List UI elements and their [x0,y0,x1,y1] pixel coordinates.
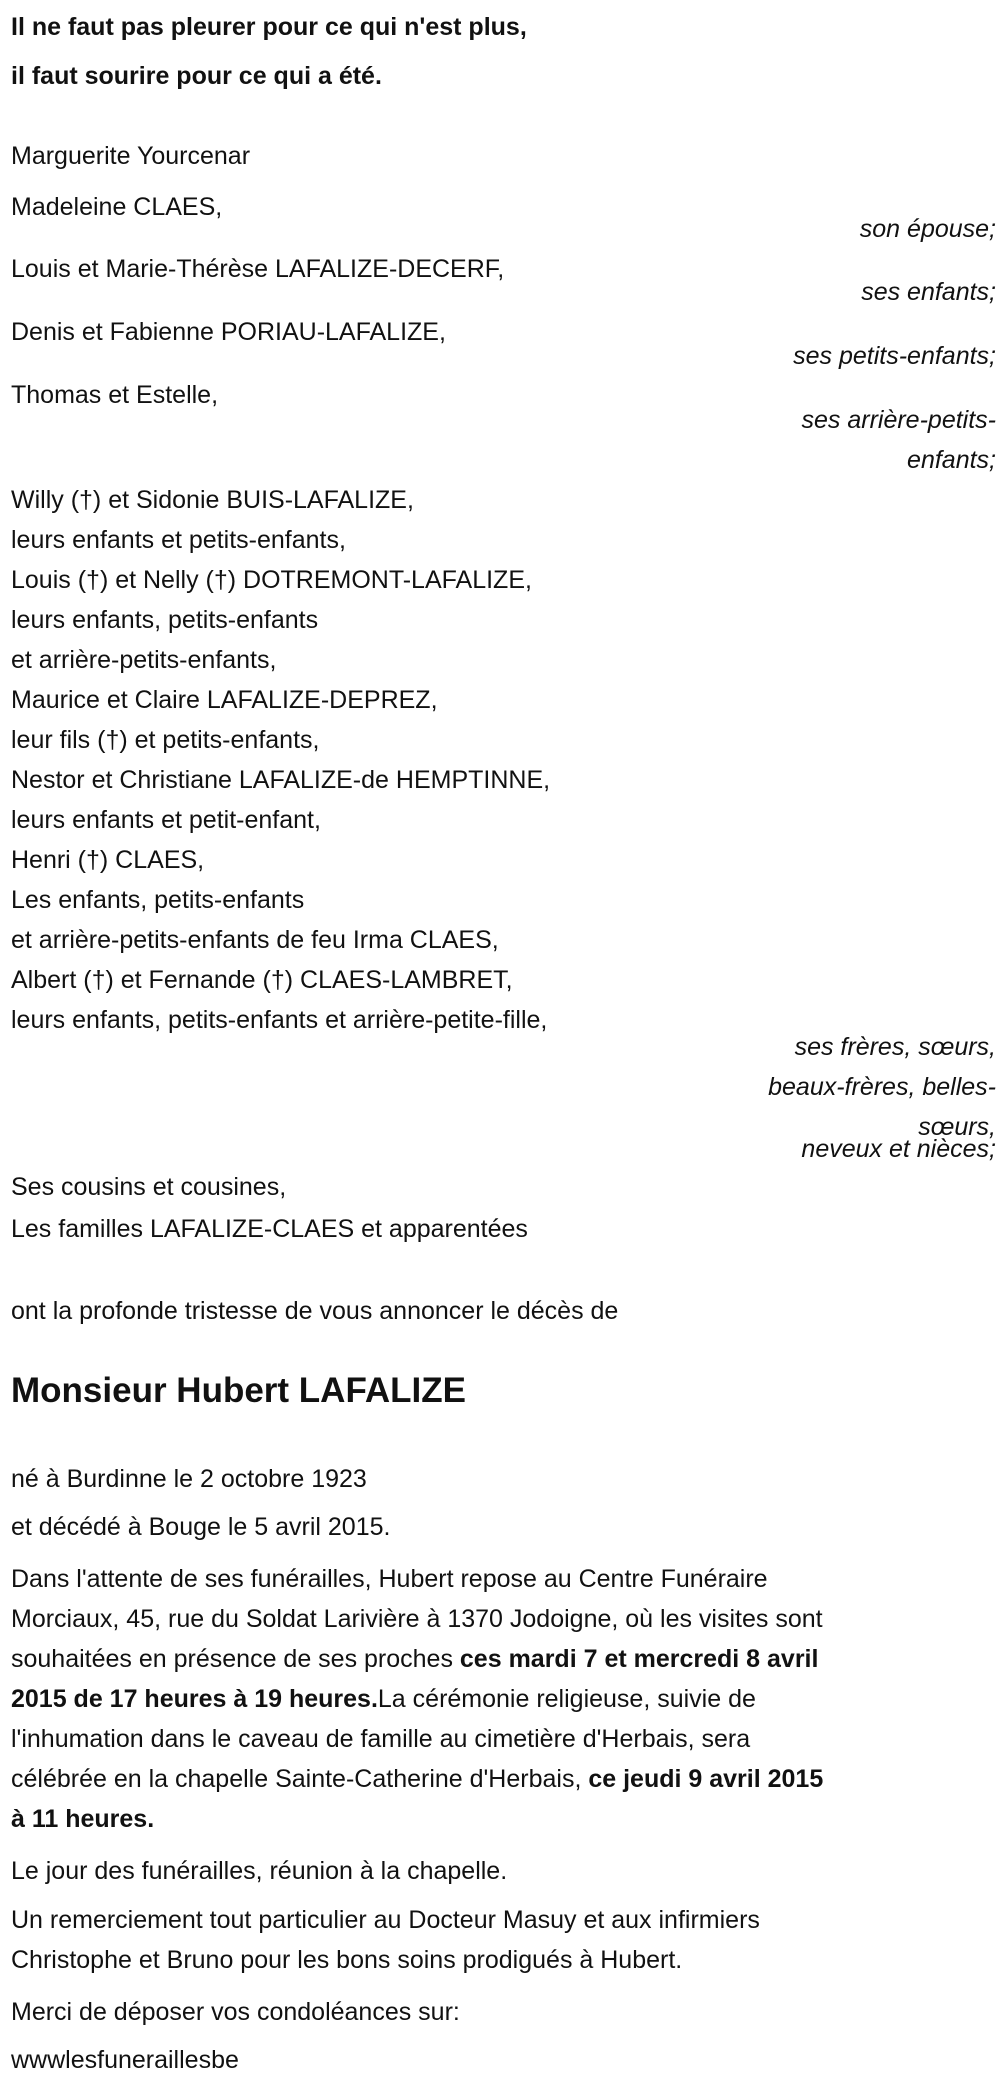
sibling-line: Louis (†) et Nelly (†) DOTREMONT-LAFALIZE, [11,566,532,594]
details-line [11,1639,818,1679]
quote-line-2: il faut sourire pour ce qui a été. [11,62,382,90]
details-line [11,1599,823,1639]
family-name: Thomas et Estelle, [11,381,219,409]
details-bold-text: à 11 heures. [11,1805,155,1833]
siblings-relation: sœurs, [918,1113,996,1141]
deceased-name: Monsieur Hubert LAFALIZE [11,1371,466,1410]
sibling-line: Nestor et Christiane LAFALIZE-de HEMPTINNE, [11,766,551,794]
family-name: Madeleine CLAES, [11,193,223,221]
sibling-line: Maurice et Claire LAFALIZE-DEPREZ, [11,686,438,714]
families: Les familles LAFALIZE-CLAES et apparentées [11,1215,528,1243]
meeting-info: Le jour des funérailles, réunion à la chapelle. [11,1857,508,1885]
details-text: l'inhumation dans le caveau de famille au cimetière d'Herbais, sera [11,1725,751,1753]
details-line [11,1719,750,1759]
sibling-line: Albert (†) et Fernande (†) CLAES-LAMBRET, [11,966,513,994]
details-text: célébrée en la chapelle Sainte-Catherine d'Herbais, [11,1765,589,1793]
quote-author: Marguerite Yourcenar [11,142,251,170]
details-line [11,1679,756,1719]
details-line [11,1559,768,1599]
sibling-line: Henri (†) CLAES, [11,846,205,874]
family-name: Denis et Fabienne PORIAU-LAFALIZE, [11,318,446,346]
details-bold-text: ces mardi 7 et mercredi 8 avril [459,1645,819,1673]
cousins: Ses cousins et cousines, [11,1173,287,1201]
family-name: Louis et Marie-Thérèse LAFALIZE-DECERF, [11,255,505,283]
sibling-line: Willy (†) et Sidonie BUIS-LAFALIZE, [11,486,414,514]
siblings-relation: beaux-frères, belles- [768,1073,996,1101]
sibling-line: leurs enfants, petits-enfants [11,606,319,634]
website-link[interactable]: wwwlesfuneraillesbe [11,2046,239,2074]
family-relation: son épouse; [859,215,996,243]
details-line [11,1759,823,1799]
family-relation: ses arrière-petits- [801,406,996,434]
details-line [11,1799,154,1839]
sibling-line: et arrière-petits-enfants de feu Irma CLAES, [11,926,499,954]
birth-info: né à Burdinne le 2 octobre 1923 [11,1465,367,1493]
details-text: souhaitées en présence de ses proches [11,1645,460,1673]
details-text: Dans l'attente de ses funérailles, Hubert repose au Centre Funéraire [11,1565,768,1593]
sibling-line: et arrière-petits-enfants, [11,646,277,674]
details-text: Morciaux, 45, rue du Soldat Larivière à 1370 Jodoigne, où les visites sont [11,1605,823,1633]
family-relation: ses petits-enfants; [793,342,996,370]
details-bold-text: 2015 de 17 heures à 19 heures. [11,1685,378,1713]
sibling-line: leur fils (†) et petits-enfants, [11,726,320,754]
family-relation: ses enfants; [861,278,996,306]
announcement: ont la profonde tristesse de vous annoncer le décès de [11,1297,619,1325]
quote-line-1: Il ne faut pas pleurer pour ce qui n'est plus, [11,13,527,41]
details-text: La cérémonie religieuse, suivie de [377,1685,756,1713]
condolences-text: Merci de déposer vos condoléances sur: [11,1998,460,2026]
sibling-line: leurs enfants et petit-enfant, [11,806,321,834]
death-info: et décédé à Bouge le 5 avril 2015. [11,1513,391,1541]
sibling-line: Les enfants, petits-enfants [11,886,305,914]
siblings-relation: neveux et nièces; [801,1135,996,1163]
sibling-line: leurs enfants, petits-enfants et arrière-petite-fille, [11,1006,548,1034]
details-bold-text: ce jeudi 9 avril 2015 [588,1765,824,1793]
family-relation-cont: enfants; [907,446,996,474]
thanks-line-2: Christophe et Bruno pour les bons soins prodigués à Hubert. [11,1946,683,1974]
thanks-line-1: Un remerciement tout particulier au Docteur Masuy et aux infirmiers [11,1906,760,1934]
sibling-line: leurs enfants et petits-enfants, [11,526,346,554]
siblings-relation: ses frères, sœurs, [794,1033,996,1061]
